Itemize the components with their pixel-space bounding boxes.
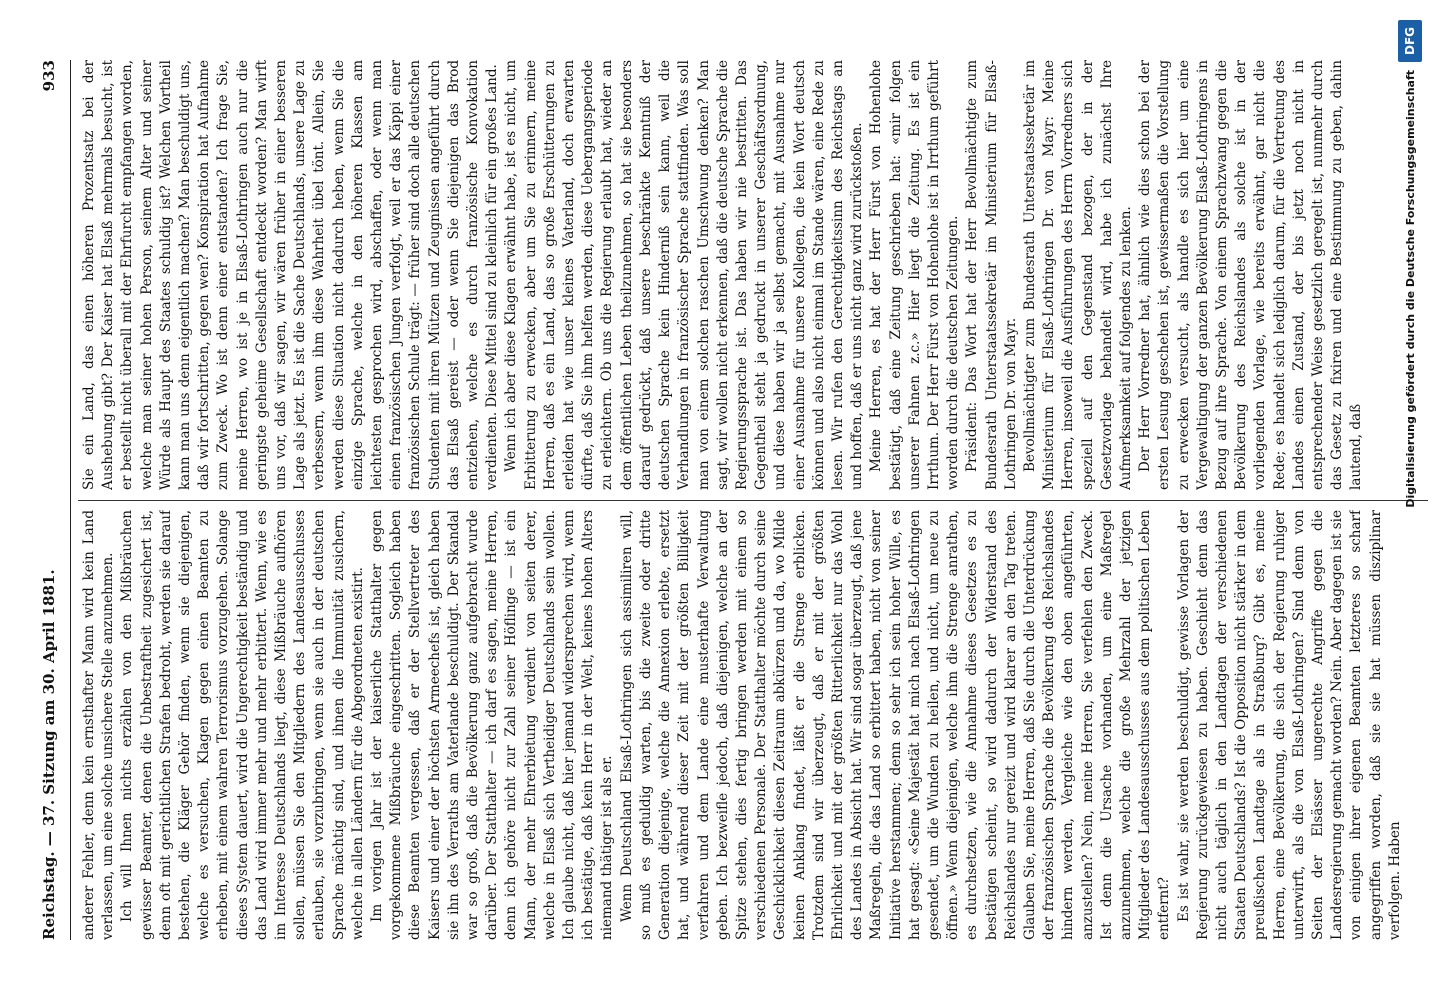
header-title: Reichstag. — 37. Sitzung am 30. April 1881. [40, 569, 58, 940]
column-divider [78, 500, 1428, 501]
paragraph: Im vorigen Jahr ist der kaiserliche Statthalter gegen vorgekommene Mißbräuche eingeschritten. Sogleich haben diese Beamten vergessen, daß er der Stellvertreter des Kaisers und einer der höchsten Armeechefs ist, gleich haben sie ihn des Verraths am Vaterlande beschuldigt. Der Skandal war so groß, daß die Bevölkerung ganz aufgebracht wurde darüber. Der Statthalter — ich darf es sagen, meine Herren, denn ich gehöre nicht zur Zahl seiner Höflinge — ist ein Mann, der mehr Ehrerbietung verdient von seiten derer, welche in Elsaß sich Vertheidiger Deutschlands sein wollen. Ich glaube nicht, daß hier jemand widersprechen wird, wenn ich bestätige, daß kein Herr in der Welt, keines hohen Alters niemand thätiger ist als er. [369, 510, 616, 940]
left-column [80, 510, 1425, 940]
header-rule [70, 60, 71, 940]
paragraph: Bevollmächtigter zum Bundesrath Unterstaatssekretär im Ministerium für Elsaß-Lothringen Dr. von Mayr: Meine Herren, insoweil die Ausführungen des Herrn Vorredners sich speziell auf den Gegenstand bezogen, der in der Gesetzvorlage behandelt wird, habe ich zunächst Ihre Aufmerksamkeit auf folgendes zu lenken. [1021, 60, 1134, 490]
footer [1390, 0, 1430, 1000]
dfg-logo: DFG [1398, 20, 1422, 62]
funding-credit: Digitalisierung gefördert durch die Deutsche Forschungsgemeinschaft [1404, 70, 1417, 508]
paragraph: Es ist wahr, sie werden beschuldigt, gewisse Vorlagen der Regierung zurückgewiesen zu haben. Geschieht denn das nicht auch täglich in den Landtagen der verschiedenen Staaten Deutschlands? Ist die Opposition nicht stärker in dem preußischen Landtage als in Straßburg? Gibt es, meine Herren, eine Bevölkerung, die sich der Regierung ruhiger unterwirft, als die von Elsaß-Lothringen? Sind denn von Seiten der Elsässer ungerechte Angriffe gegen die Landesregierung gemacht worden? Nein. Aber dagegen ist sie von einigen ihrer eigenen Beamten letzteres so scharf angegriffen worden, daß sie sie hat müssen disziplinar verfolgen. Haben [1175, 510, 1403, 940]
paragraph: Wenn Deutschland Elsaß-Lothringen sich assimiliren will, so muß es geduldig warten, bis die zweite oder dritte Generation diejenige, welche die Annexion erlebte, ersetzt hat, und während dieser Zeit mit der größten Billigkeit verfahren und dem Lande eine musterhafte Verwaltung geben. Ich bezweifle jedoch, daß diejenigen, welche an der Spitze stehen, dies fertig bringen werden mit einem so verschiedenen Personale. Der Statthalter möchte durch seine Geschicklichkeit diesen Zeitraum abkürzen und da, wo Milde keinen Anklang findet, läßt er die Strenge erblicken. Trotzdem sind wir überzeugt, daß er mit der größten Ehrlichkeit und mit der größten Ritterlichkeit nur das Wohl des Landes in Absicht hat. Wir sind sogar überzeugt, daß jene Maßregeln, die das Land so erbittert haben, nicht von seiner Initiative herstammen; denn so sehr ich sein hoher Wille, es hat gesagt: «Seine Majestät hat mich nach Elsaß-Lothringen gesendet, um die Wunden zu heilen, und nicht, um neue zu öffnen.» Wenn diejenigen, welche ihm die Strenge anrathen, es durchsetzen, wie die Annahme dieses Gesetzes es zu bestätigen scheint, so wird dadurch der Widerstand des Reichslandes nur gereizt und wird klarer an den Tag treten. Glauben Sie, meine Herren, daß Sie durch die Unterdrückung der französischen Sprache die Bevölkerung des Reichslandes hindern werden, Vergleiche wie den oben angeführten, anzustellen? Nein, meine Herren, Sie verfehlen den Zweck. Ist denn die Ursache vorhanden, um eine Maßregel anzunehmen, welche die große Mehrzahl der jetzigen Mitglieder des Landesausschusses aus dem politischen Leben entfernt? [618, 510, 1173, 940]
page-number: 933 [40, 60, 58, 92]
paragraph: Meine Herren, es hat der Herr Fürst von Hohenlohe bestätigt, daß eine Zeitung geschrieben hat: «mir folgen unserer Fahnen z.c.» Hier liegt die Zeitung. Es ist ein Irrthum. Der Herr Fürst von Hohenlohe ist in Irrthum geführt worden durch die deutschen Zeitungen. [868, 60, 962, 490]
paragraph: Ich will Ihnen nichts erzählen von den Mißbräuchen gewisser Beamter, denen die Unbestraftheit zugesichert ist, denn oft mit gerichtlichen Strafen bedroht, werden sie darauf bestehen, die Kläger Gehör finden, wenn sie diejenigen, welche es versuchen, Klagen gegen einen Beamten zu erheben, mit einem wahren Terrorismus vorzugehen. Solange dieses System dauert, wird die Ungerechtigkeit beständig und das Land wird immer mehr und mehr erbittert. Wenn, wie es im Interesse Deutschlands liegt, diese Mißbräuche aufhören sollen, müssen Sie den Mitgliedern des Landesausschusses erlauben, sie vorzubringen, wenn sie auch in der deutschen Sprache mächtig sind, und ihnen die Immunität zusichern, welche in allen Ländern für die Abgeordneten existirt. [119, 510, 366, 940]
paragraph: Sie ein Land, das einen höheren Prozentsatz bei der Aushebung gibt? Der Kaiser hat Elsaß mehrmals besucht, ist er bestellt nicht überall mit der Ehrfurcht empfangen worden, welche man seiner hohen Person, seinem Alter und seiner Würde als Haupt des Staates schuldig ist? Welchen Vortheil kann man uns denn eigentlich machen? Man beschuldigt uns, daß wir fortschritten, gegen wen? Konspiration hat Aufnahme zum Zweck. Wo ist denn einer entstanden? Ich frage Sie, meine Herren, wo ist je in Elsaß-Lothringen auch nur die geringste geheime Gesellschaft entdeckt worden? Man wirft uns vor, daß wir sagen, wir wären früher in einer besseren Lage als jetzt. Es ist die Sache Deutschlands, unsere Lage zu verbessern, wenn ihm diese Wahrheit übel tönt. Allein, Sie werden diese Situation nicht dadurch heben, wenn Sie die einzige Sprache, welche in den höheren Klassen am leichtesten gesprochen wird, abschaffen, oder wenn man einen französischen Jungen verfolgt, weil er das Käppi einer französischen Schule trägt: — früher sind doch alle deutschen Studenten mit ihren Mützen und Zeugnissen angeführt durch das Elsaß gereist — oder wenn Sie diejenigen das Brod entziehen, welche es durch französische Konvokation verdienten. Diese Mittel sind zu kleinlich für ein großes Land. [81, 60, 501, 490]
page-header [30, 60, 66, 940]
paragraph: anderer Fehler, denn kein ernsthafter Mann wird kein Land verlassen, um eine solche unsichere Stelle anzunehmen. [81, 510, 117, 940]
paragraph: Der Herr Vorredner hat, ähnlich wie dies schon bei der ersten Lesung geschehen ist, gewissermaßen die Vorstellung zu erwecken versucht, als handle es sich hier um eine Vergewaltigung der ganzen Bevölkerung Elsaß-Lothringens in Bezug auf ihre Sprache. Von einem Sprachzwang gegen die Bevölkerung des Reichslandes als solche ist in der vorliegenden Vorlage, wie bereits erwähnt, gar nicht die Rede; es handelt sich lediglich darum, für die Vertretung des Landes einen Zustand, der bis jetzt noch nicht in entsprechender Weise gesetzlich geregelt ist, nunmehr durch das Gesetz zu fixiren und eine Bestimmung zu geben, dahin lautend, daß [1137, 60, 1365, 490]
right-column [80, 60, 1425, 490]
paragraph: Wenn ich aber diese Klagen erwähnt habe, ist es nicht, um Erbitterung zu erwecken, aber um Sie zu erinnern, meine Herren, daß es ein Land, das so große Erschütterungen zu erleiden hat wie unser kleines Vaterland, doch erwarten dürfte, daß Sie ihm helfen werden, diese Uebergangsperiode zu erleichtern. Ob uns die Regierung erlaubt hat, wieder an dem öffentlichen Leben theilzunehmen, so hat sie besonders darauf gedrückt, daß unsere beschränkte Kenntniß der deutschen Sprache kein Hinderniß sein kann, weil die Verhandlungen in französischer Sprache stattfinden. Was soll man von einem solchen raschen Umschwung denken? Man sagt, wir wollen nicht erkennen, daß die deutsche Sprache die Regierungssprache ist. Das haben wir nie bestritten. Das Gegentheil steht ja gedruckt in unserer Geschäftsordnung, und diese haben wir ja selbst gemacht, mit Ausnahme nur einer Ausnahme für unsere Kollegen, die kein Wort deutsch können und also nicht einmal im Stande wären, eine Rede zu lesen. Wir rufen den Gerechtigkeitssinn des Reichstags an und hoffen, daß er uns nicht ganz wird zurückstoßen. [503, 60, 866, 490]
paragraph: Präsident: Das Wort hat der Herr Bevollmächtigte zum Bundesrath Unterstaatssekretär im Ministerium für Elsaß-Lothringen Dr. von Mayr. [964, 60, 1019, 490]
